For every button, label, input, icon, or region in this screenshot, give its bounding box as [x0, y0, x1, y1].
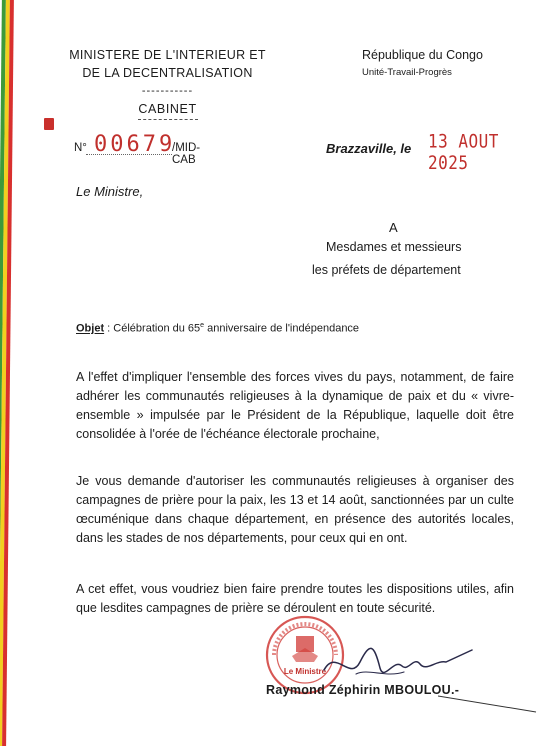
subject-label: Objet: [76, 322, 105, 335]
reference-prefix: N°: [74, 142, 87, 154]
cabinet-underline: [138, 119, 198, 120]
national-motto: Unité-Travail-Progrès: [362, 67, 452, 78]
reference-suffix: /MID-CAB: [172, 142, 201, 166]
recipient-line2: les préfets de département: [312, 263, 461, 277]
recipient-line1: Mesdames et messieurs: [326, 240, 462, 254]
flag-color-band: [0, 0, 24, 746]
republic-name: République du Congo: [362, 48, 483, 62]
recipient-a: A: [389, 220, 398, 235]
sender-title: Le Ministre,: [76, 184, 144, 199]
subject-line: [76, 322, 359, 335]
subject-text-before: Célébration du 65: [110, 322, 201, 335]
ministry-name-line1: MINISTERE DE L'INTERIEUR ET: [69, 48, 266, 62]
header-separator: -----------: [141, 85, 194, 97]
date-stamp: 13 AOUT 2025: [428, 130, 499, 174]
body-paragraph-1: A l'effet d'impliquer l'ensemble des forces vives du pays, notamment, de faire adhérer les communautés religieuses à la dynamique de paix et du « vivre-ensemble » impulsée par le Président de la République, laquelle doit être consolidée à l'orée de l'échéance électorale prochaine,: [76, 370, 514, 441]
stamp-text: Le Ministre: [283, 667, 327, 676]
signature-flourish-line: [438, 690, 538, 714]
red-ink-mark: [44, 118, 54, 130]
cabinet-label: CABINET: [138, 102, 197, 116]
reference-number-stamp: 00679: [94, 132, 176, 157]
ministry-name-line2: DE LA DECENTRALISATION: [82, 66, 253, 80]
dateline-place: Brazzaville, le: [326, 141, 412, 156]
subject-colon: :: [104, 322, 111, 335]
body-paragraph-2: Je vous demande d'autoriser les communautés religieuses à organiser des campagnes de prière pour la paix, les 13 et 14 août, sanctionnées par un culte œcuménique dans chaque département, en présence des autorités locales, dans les stades de nos départements, pour ceux qui en ont.: [76, 474, 514, 545]
signatory-name: Raymond Zéphirin MBOULOU.-: [266, 683, 460, 697]
ministry-header: [60, 46, 275, 98]
reference-dotted-line: [86, 154, 172, 155]
subject-text-after: anniversaire de l'indépendance: [204, 322, 360, 335]
subject-superscript: e: [200, 322, 205, 329]
body-paragraph-3: A cet effet, vous voudriez bien faire prendre toutes les dispositions utiles, afin que lesdites campagnes de prière se déroulent en toute sécurité.: [76, 582, 514, 615]
